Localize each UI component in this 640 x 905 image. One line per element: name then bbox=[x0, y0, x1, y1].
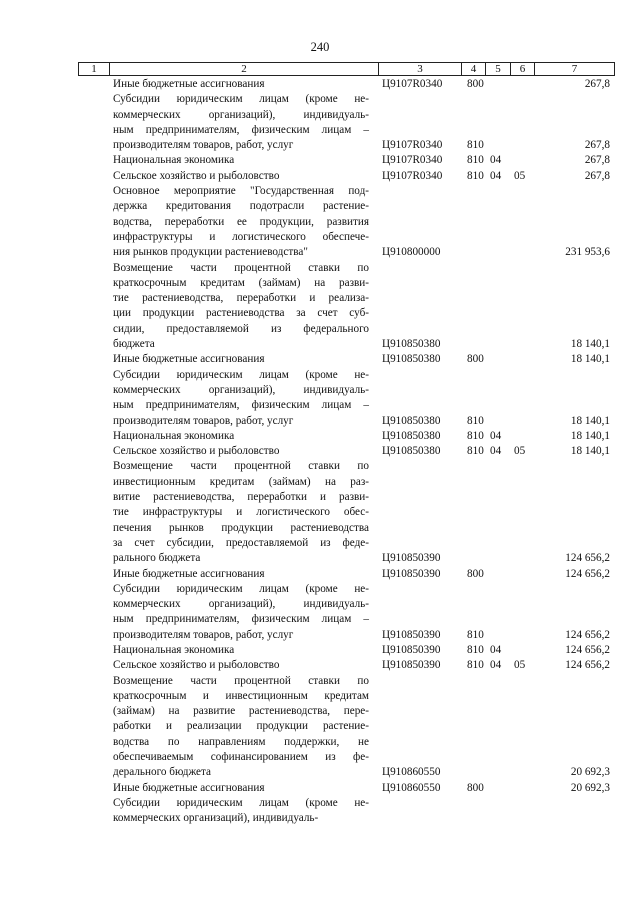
description-line: рального бюджета bbox=[113, 552, 201, 565]
row-amount: 18 140,1 bbox=[570, 353, 610, 366]
row-col5: 04 bbox=[490, 445, 502, 458]
row-description bbox=[113, 567, 369, 582]
table-row bbox=[0, 184, 640, 260]
description-line: Возмещение части процентной ставки по bbox=[113, 261, 369, 274]
description-line: ным предпринимателям, физическим лицам – bbox=[113, 613, 369, 626]
row-code: Ц910850390 bbox=[382, 643, 441, 656]
description-line: ции продукции растениеводства за счет суб- bbox=[113, 307, 369, 320]
row-description bbox=[113, 643, 369, 658]
description-line: Возмещение части процентной ставки по bbox=[113, 674, 369, 687]
description-line: работки и реализации продукции растение- bbox=[113, 720, 369, 733]
description-line: Национальная экономика bbox=[113, 429, 235, 442]
row-col5: 04 bbox=[490, 154, 502, 167]
row-col5: 04 bbox=[490, 169, 502, 182]
row-description bbox=[113, 444, 369, 459]
row-amount: 20 692,3 bbox=[570, 766, 610, 779]
row-description bbox=[113, 184, 369, 260]
row-amount: 18 140,1 bbox=[570, 338, 610, 351]
table-row bbox=[0, 429, 640, 444]
column-header-table bbox=[78, 62, 615, 76]
table-row bbox=[0, 643, 640, 658]
table-row bbox=[0, 92, 640, 153]
row-description bbox=[113, 582, 369, 643]
row-description bbox=[113, 368, 369, 429]
description-line: бюджета bbox=[113, 338, 155, 351]
description-line: за счет субсидии, предоставляемой из феде- bbox=[113, 536, 369, 549]
row-code: Ц910850380 bbox=[382, 429, 441, 442]
row-col4: 800 bbox=[467, 781, 484, 794]
row-amount: 231 953,6 bbox=[565, 246, 610, 259]
row-code: Ц910850390 bbox=[382, 659, 441, 672]
row-code: Ц910850380 bbox=[382, 353, 441, 366]
row-code: Ц910850390 bbox=[382, 567, 441, 580]
description-line: Сельское хозяйство и рыболовство bbox=[113, 445, 280, 458]
row-amount: 267,8 bbox=[584, 154, 610, 167]
row-col4: 800 bbox=[467, 567, 484, 580]
row-col6: 05 bbox=[514, 445, 526, 458]
table-row bbox=[0, 796, 640, 827]
description-line: Сельское хозяйство и рыболовство bbox=[113, 659, 280, 672]
row-col4: 810 bbox=[467, 628, 484, 641]
row-description bbox=[113, 92, 369, 153]
row-col4: 810 bbox=[467, 445, 484, 458]
row-description bbox=[113, 77, 369, 92]
row-code: Ц910860550 bbox=[382, 781, 441, 794]
description-line: Иные бюджетные ассигнования bbox=[113, 78, 265, 90]
budget-rows bbox=[0, 77, 640, 827]
row-code: Ц9107R0340 bbox=[382, 78, 443, 90]
column-header-2: 2 bbox=[110, 63, 379, 76]
description-line: Субсидии юридическим лицам (кроме не- bbox=[113, 796, 369, 809]
row-amount: 18 140,1 bbox=[570, 429, 610, 442]
row-col6: 05 bbox=[514, 659, 526, 672]
description-line: печения рынков продукции растениеводства bbox=[113, 521, 369, 534]
row-code: Ц910850390 bbox=[382, 552, 441, 565]
row-col4: 810 bbox=[467, 169, 484, 182]
row-code: Ц9107R0340 bbox=[382, 169, 443, 182]
description-line: обеспечиваемым софинансированием из фе- bbox=[113, 751, 369, 764]
row-col4: 800 bbox=[467, 78, 484, 90]
row-description bbox=[113, 429, 369, 444]
description-line: Иные бюджетные ассигнования bbox=[113, 567, 265, 580]
table-row bbox=[0, 567, 640, 582]
row-amount: 124 656,2 bbox=[565, 552, 610, 565]
column-header-row bbox=[79, 63, 615, 76]
description-line: коммерческих организаций), индивидуаль- bbox=[113, 812, 319, 825]
description-line: краткосрочным кредитам (займам) на разви- bbox=[113, 276, 369, 289]
row-description bbox=[113, 459, 369, 566]
description-line: коммерческих организаций), индивидуаль- bbox=[113, 108, 369, 121]
column-header-6: 6 bbox=[511, 63, 535, 76]
description-line: инфраструктуры и логистического обеспече- bbox=[113, 230, 369, 243]
description-line: инвестиционным кредитам (займам) на раз- bbox=[113, 475, 369, 488]
description-line: Основное мероприятие "Государственная под- bbox=[113, 185, 369, 198]
table-row bbox=[0, 77, 640, 92]
description-line: сидии, предоставляемой из федерального bbox=[113, 322, 369, 335]
row-col4: 810 bbox=[467, 643, 484, 656]
description-line: (займам) на развитие растениеводства, пере- bbox=[113, 705, 369, 718]
row-amount: 267,8 bbox=[584, 78, 610, 90]
description-line: Возмещение части процентной ставки по bbox=[113, 460, 369, 473]
table-row bbox=[0, 459, 640, 566]
row-code: Ц9107R0340 bbox=[382, 154, 443, 167]
row-col4: 810 bbox=[467, 139, 484, 152]
row-code: Ц910850380 bbox=[382, 338, 441, 351]
description-line: ным предпринимателям, физическим лицам – bbox=[113, 123, 369, 136]
description-line: производителям товаров, работ, услуг bbox=[113, 139, 294, 152]
row-amount: 267,8 bbox=[584, 169, 610, 182]
row-code: Ц910850380 bbox=[382, 445, 441, 458]
row-code: Ц910850390 bbox=[382, 628, 441, 641]
table-row bbox=[0, 674, 640, 781]
table-row bbox=[0, 368, 640, 429]
row-col5: 04 bbox=[490, 659, 502, 672]
row-amount: 124 656,2 bbox=[565, 643, 610, 656]
row-description bbox=[113, 153, 369, 168]
column-header-4: 4 bbox=[462, 63, 486, 76]
description-line: Субсидии юридическим лицам (кроме не- bbox=[113, 582, 369, 595]
row-description bbox=[113, 796, 369, 827]
description-line: ния рынков продукции растениеводства" bbox=[113, 246, 308, 259]
table-row bbox=[0, 352, 640, 367]
table-row bbox=[0, 781, 640, 796]
description-line: Национальная экономика bbox=[113, 154, 235, 167]
table-row bbox=[0, 658, 640, 673]
column-header-7: 7 bbox=[535, 63, 615, 76]
row-code: Ц910850380 bbox=[382, 414, 441, 427]
column-header-1: 1 bbox=[79, 63, 110, 76]
row-description bbox=[113, 781, 369, 796]
row-amount: 18 140,1 bbox=[570, 445, 610, 458]
row-amount: 267,8 bbox=[584, 139, 610, 152]
description-line: водства, переработки ее продукции, развития bbox=[113, 215, 369, 228]
row-amount: 124 656,2 bbox=[565, 567, 610, 580]
row-col4: 810 bbox=[467, 154, 484, 167]
row-col4: 800 bbox=[467, 353, 484, 366]
description-line: тие растениеводства, переработки и реализа- bbox=[113, 292, 369, 305]
description-line: коммерческих организаций), индивидуаль- bbox=[113, 383, 369, 396]
page-number: 240 bbox=[310, 40, 330, 54]
description-line: витие растениеводства, переработки и разви- bbox=[113, 491, 369, 504]
row-description bbox=[113, 352, 369, 367]
row-col6: 05 bbox=[514, 169, 526, 182]
table-row bbox=[0, 153, 640, 168]
row-description bbox=[113, 261, 369, 353]
description-line: Субсидии юридическим лицам (кроме не- bbox=[113, 93, 369, 106]
description-line: водства по направлениям поддержки, не bbox=[113, 735, 369, 748]
row-col4: 810 bbox=[467, 429, 484, 442]
table-row bbox=[0, 582, 640, 643]
description-line: Иные бюджетные ассигнования bbox=[113, 781, 265, 794]
description-line: ным предпринимателям, физическим лицам – bbox=[113, 399, 369, 412]
row-col5: 04 bbox=[490, 429, 502, 442]
description-line: Иные бюджетные ассигнования bbox=[113, 353, 265, 366]
row-col4: 810 bbox=[467, 414, 484, 427]
row-code: Ц9107R0340 bbox=[382, 139, 443, 152]
row-description bbox=[113, 169, 369, 184]
column-header-5: 5 bbox=[486, 63, 511, 76]
row-amount: 124 656,2 bbox=[565, 659, 610, 672]
description-line: Национальная экономика bbox=[113, 643, 235, 656]
row-description bbox=[113, 674, 369, 781]
description-line: краткосрочным и инвестиционным кредитам bbox=[113, 689, 369, 702]
row-amount: 18 140,1 bbox=[570, 414, 610, 427]
row-amount: 124 656,2 bbox=[565, 628, 610, 641]
description-line: Субсидии юридическим лицам (кроме не- bbox=[113, 368, 369, 381]
description-line: производителям товаров, работ, услуг bbox=[113, 628, 294, 641]
table-row bbox=[0, 444, 640, 459]
row-amount: 20 692,3 bbox=[570, 781, 610, 794]
row-col4: 810 bbox=[467, 659, 484, 672]
description-line: дерального бюджета bbox=[113, 766, 211, 779]
table-row bbox=[0, 169, 640, 184]
row-code: Ц910800000 bbox=[382, 246, 441, 259]
row-code: Ц910860550 bbox=[382, 766, 441, 779]
row-description bbox=[113, 658, 369, 673]
description-line: держка кредитования подотрасли растение- bbox=[113, 200, 369, 213]
table-row bbox=[0, 261, 640, 353]
column-header-3: 3 bbox=[379, 63, 462, 76]
description-line: Сельское хозяйство и рыболовство bbox=[113, 169, 280, 182]
description-line: коммерческих организаций), индивидуаль- bbox=[113, 598, 369, 611]
description-line: производителям товаров, работ, услуг bbox=[113, 414, 294, 427]
row-col5: 04 bbox=[490, 643, 502, 656]
description-line: тие инфраструктуры и логистического обес- bbox=[113, 506, 369, 519]
